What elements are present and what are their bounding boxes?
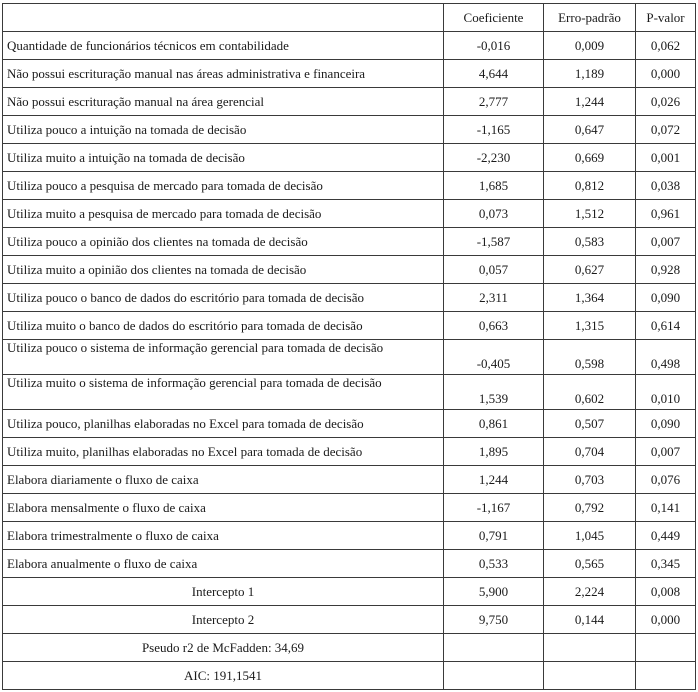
coefficient-cell: 0,073 <box>444 200 544 228</box>
intercept-row <box>3 578 696 606</box>
std-error-cell: 0,565 <box>544 550 636 578</box>
table-row-label: Elabora mensalmente o fluxo de caixa <box>3 494 444 522</box>
table-row <box>3 375 696 410</box>
table-row-label: Utiliza pouco a opinião dos clientes na tomada de decisão <box>3 228 444 256</box>
header-p-value: P-valor <box>636 4 696 32</box>
coefficient-cell: -1,167 <box>444 494 544 522</box>
std-error-cell: 0,602 <box>544 375 636 410</box>
p-value-cell: 0,345 <box>636 550 696 578</box>
table-row <box>3 144 696 172</box>
std-error-cell: 1,045 <box>544 522 636 550</box>
coefficient-cell: -1,587 <box>444 228 544 256</box>
table-row-label: Utiliza pouco o banco de dados do escritório para tomada de decisão <box>3 284 444 312</box>
table-row-label: Não possui escrituração manual na área gerencial <box>3 88 444 116</box>
coefficient-cell: 1,685 <box>444 172 544 200</box>
empty-cell <box>636 662 696 690</box>
table-row-label: Utiliza pouco a intuição na tomada de decisão <box>3 116 444 144</box>
table-body <box>3 32 696 690</box>
table-row <box>3 466 696 494</box>
p-value-cell: 0,449 <box>636 522 696 550</box>
coefficient-cell: 0,533 <box>444 550 544 578</box>
std-error-cell: 0,009 <box>544 32 636 60</box>
coefficient-cell: 0,663 <box>444 312 544 340</box>
std-error-cell: 0,144 <box>544 606 636 634</box>
std-error-cell: 1,364 <box>544 284 636 312</box>
header-row <box>3 4 696 32</box>
coefficient-cell: -2,230 <box>444 144 544 172</box>
empty-cell <box>544 662 636 690</box>
p-value-cell: 0,026 <box>636 88 696 116</box>
p-value-cell: 0,072 <box>636 116 696 144</box>
p-value-cell: 0,010 <box>636 375 696 410</box>
std-error-cell: 0,704 <box>544 438 636 466</box>
table-row <box>3 228 696 256</box>
intercept-row-label: Intercepto 2 <box>3 606 444 634</box>
coefficient-cell: 2,311 <box>444 284 544 312</box>
table-row <box>3 340 696 375</box>
empty-cell <box>544 634 636 662</box>
coefficient-cell: 1,895 <box>444 438 544 466</box>
table-row <box>3 284 696 312</box>
table-row <box>3 200 696 228</box>
p-value-cell: 0,007 <box>636 438 696 466</box>
p-value-cell: 0,062 <box>636 32 696 60</box>
coefficient-cell: 2,777 <box>444 88 544 116</box>
table-row <box>3 410 696 438</box>
table-row-label: Não possui escrituração manual nas áreas administrativa e financeira <box>3 60 444 88</box>
coefficient-cell: 1,244 <box>444 466 544 494</box>
std-error-cell: 0,792 <box>544 494 636 522</box>
aic-row-label: AIC: 191,1541 <box>3 662 444 690</box>
intercept-row <box>3 606 696 634</box>
std-error-cell: 0,703 <box>544 466 636 494</box>
std-error-cell: 0,669 <box>544 144 636 172</box>
coefficient-cell: -0,405 <box>444 340 544 375</box>
aic-row <box>3 662 696 690</box>
std-error-cell: 1,189 <box>544 60 636 88</box>
p-value-cell: 0,090 <box>636 284 696 312</box>
std-error-cell: 1,244 <box>544 88 636 116</box>
table-row <box>3 88 696 116</box>
table-row <box>3 256 696 284</box>
table-row <box>3 172 696 200</box>
p-value-cell: 0,090 <box>636 410 696 438</box>
pseudo-r2-row <box>3 634 696 662</box>
table-row <box>3 60 696 88</box>
coefficient-cell: 1,539 <box>444 375 544 410</box>
table-row-label: Utiliza muito o sistema de informação gerencial para tomada de decisão <box>3 375 444 410</box>
table-row <box>3 522 696 550</box>
coefficient-cell: -0,016 <box>444 32 544 60</box>
table-row-label: Elabora diariamente o fluxo de caixa <box>3 466 444 494</box>
table-row <box>3 312 696 340</box>
p-value-cell: 0,001 <box>636 144 696 172</box>
header-coefficient: Coeficiente <box>444 4 544 32</box>
empty-cell <box>444 662 544 690</box>
table-row <box>3 32 696 60</box>
table-row-label: Quantidade de funcionários técnicos em contabilidade <box>3 32 444 60</box>
header-std-error: Erro-padrão <box>544 4 636 32</box>
table-row-label: Elabora anualmente o fluxo de caixa <box>3 550 444 578</box>
table-row <box>3 438 696 466</box>
p-value-cell: 0,008 <box>636 578 696 606</box>
p-value-cell: 0,498 <box>636 340 696 375</box>
table-row <box>3 550 696 578</box>
table-row-label: Utiliza muito a opinião dos clientes na tomada de decisão <box>3 256 444 284</box>
pseudo-r2-row-label: Pseudo r2 de McFadden: 34,69 <box>3 634 444 662</box>
p-value-cell: 0,928 <box>636 256 696 284</box>
table-row-label: Utiliza pouco a pesquisa de mercado para tomada de decisão <box>3 172 444 200</box>
p-value-cell: 0,007 <box>636 228 696 256</box>
std-error-cell: 2,224 <box>544 578 636 606</box>
std-error-cell: 0,647 <box>544 116 636 144</box>
table-row-label: Utiliza pouco, planilhas elaboradas no Excel para tomada de decisão <box>3 410 444 438</box>
std-error-cell: 0,627 <box>544 256 636 284</box>
p-value-cell: 0,000 <box>636 606 696 634</box>
header-variable <box>3 4 444 32</box>
coefficient-cell: 0,791 <box>444 522 544 550</box>
table-row-label: Elabora trimestralmente o fluxo de caixa <box>3 522 444 550</box>
p-value-cell: 0,076 <box>636 466 696 494</box>
p-value-cell: 0,614 <box>636 312 696 340</box>
coefficient-cell: 5,900 <box>444 578 544 606</box>
empty-cell <box>444 634 544 662</box>
p-value-cell: 0,000 <box>636 60 696 88</box>
std-error-cell: 1,512 <box>544 200 636 228</box>
coefficient-cell: 0,057 <box>444 256 544 284</box>
table-row-label: Utiliza muito a intuição na tomada de decisão <box>3 144 444 172</box>
table-row-label: Utiliza pouco o sistema de informação gerencial para tomada de decisão <box>3 340 444 375</box>
table-row-label: Utiliza muito, planilhas elaboradas no Excel para tomada de decisão <box>3 438 444 466</box>
p-value-cell: 0,038 <box>636 172 696 200</box>
intercept-row-label: Intercepto 1 <box>3 578 444 606</box>
std-error-cell: 0,598 <box>544 340 636 375</box>
coefficient-cell: 0,861 <box>444 410 544 438</box>
table-row <box>3 494 696 522</box>
std-error-cell: 0,583 <box>544 228 636 256</box>
coefficient-cell: 9,750 <box>444 606 544 634</box>
empty-cell <box>636 634 696 662</box>
table-row-label: Utiliza muito a pesquisa de mercado para tomada de decisão <box>3 200 444 228</box>
regression-table <box>2 3 696 690</box>
std-error-cell: 1,315 <box>544 312 636 340</box>
std-error-cell: 0,507 <box>544 410 636 438</box>
p-value-cell: 0,141 <box>636 494 696 522</box>
coefficient-cell: 4,644 <box>444 60 544 88</box>
p-value-cell: 0,961 <box>636 200 696 228</box>
std-error-cell: 0,812 <box>544 172 636 200</box>
coefficient-cell: -1,165 <box>444 116 544 144</box>
table-row <box>3 116 696 144</box>
table-row-label: Utiliza muito o banco de dados do escritório para tomada de decisão <box>3 312 444 340</box>
